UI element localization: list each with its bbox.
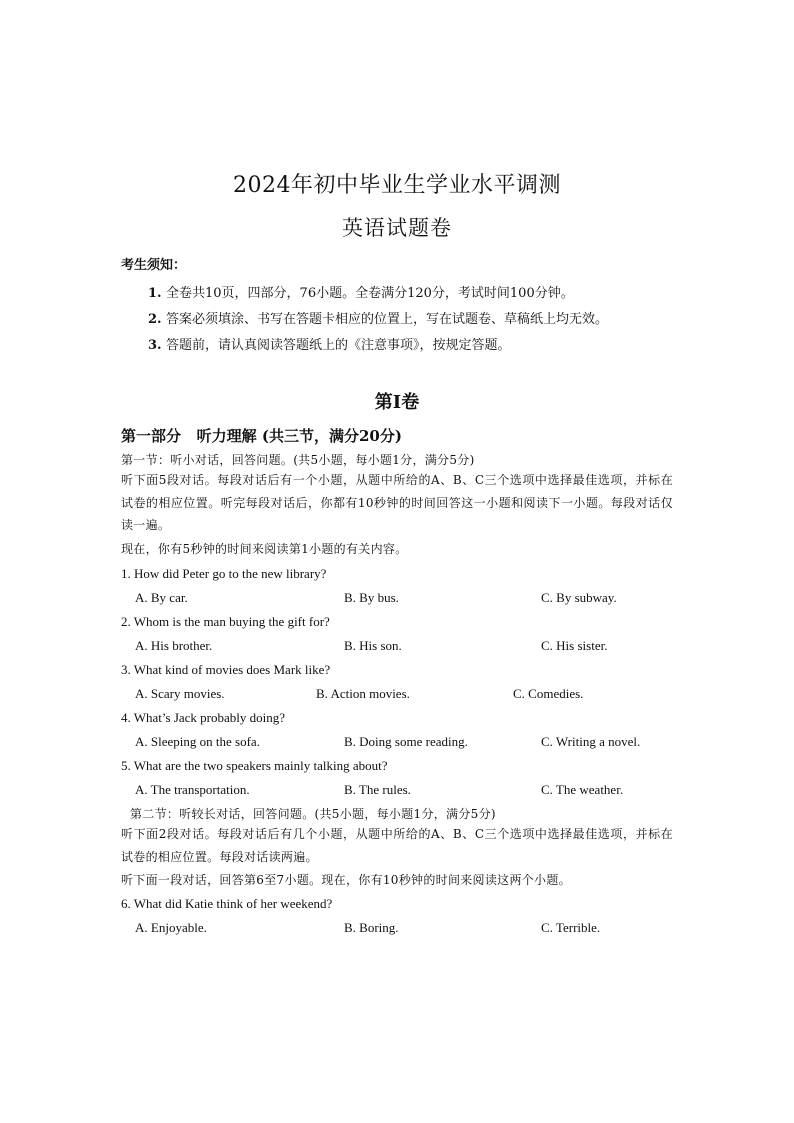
question-text: 1. How did Peter go to the new library? [121,566,327,581]
notice-heading: 考生须知： [121,258,187,273]
section-heading: 第一节：听小对话，回答问题。(共5小题，每小题1分，满分5分) [121,453,475,467]
option-c: C. By subway. [541,590,617,605]
option-c: C. Comedies. [513,686,584,701]
section-instruction: 听下面5段对话。每段对话后有一个小题，从题中所给的A、B、C三个选项中选择最佳选项，并标在试卷的相应位置。听完每段对话后，你都有10秒钟的时间回答这一小题和阅读下一小题。每段对话仅读一遍。 [121,473,673,533]
notice-item [148,334,511,353]
option-a: A. Enjoyable. [135,920,207,935]
notice-text: 答题前，请认真阅读答题纸上的《注意事项》，按规定答题。 [166,338,511,353]
notice-item [148,282,574,301]
notice-text: 全卷共10页，四部分，76小题。全卷满分120分，考试时间100分钟。 [166,286,574,301]
option-b: B. Action movies. [316,686,410,701]
question-text: 5. What are the two speakers mainly talking about? [121,758,388,773]
notice-item [148,308,608,327]
prep-instruction: 听下面一段对话，回答第6至7小题。现在，你有10秒钟的时间来阅读这两个小题。 [121,873,571,887]
option-a: A. By car. [135,590,188,605]
question-text: 6. What did Katie think of her weekend? [121,896,333,911]
exam-title: 2024年初中毕业生学业水平调测 [233,173,561,198]
option-a: A. Scary movies. [135,686,225,701]
part-heading: 第一部分 听力理解 (共三节，满分20分) [121,427,402,445]
prep-instruction: 现在，你有5秒钟的时间来阅读第1小题的有关内容。 [121,542,408,556]
question-text: 4. What’s Jack probably doing? [121,710,286,725]
option-b: B. The rules. [344,782,411,797]
option-c: C. Writing a novel. [541,734,641,749]
question-text: 3. What kind of movies does Mark like? [121,662,331,677]
exam-subtitle: 英语试题卷 [342,216,452,240]
option-a: A. The transportation. [135,782,250,797]
notice-number: 1. [148,286,162,301]
section-heading: 第二节：听较长对话，回答问题。(共5小题，每小题1分，满分5分) [130,807,496,821]
notice-number: 2. [148,312,162,327]
section-instruction: 听下面2段对话。每段对话后有几个小题，从题中所给的A、B、C三个选项中选择最佳选项，并标在试卷的相应位置。每段对话读两遍。 [121,827,673,864]
option-a: A. Sleeping on the sofa. [135,734,260,749]
notice-text: 答案必须填涂、书写在答题卡相应的位置上，写在试题卷、草稿纸上均无效。 [166,312,609,327]
option-b: B. Boring. [344,920,399,935]
volume-title: 第I卷 [374,392,420,413]
option-c: C. Terrible. [541,920,601,935]
option-c: C. His sister. [541,638,608,653]
option-b: B. Doing some reading. [344,734,468,749]
option-c: C. The weather. [541,782,624,797]
option-b: B. By bus. [344,590,399,605]
question-text: 2. Whom is the man buying the gift for? [121,614,330,629]
option-a: A. His brother. [135,638,213,653]
option-b: B. His son. [344,638,402,653]
notice-number: 3. [148,338,162,353]
